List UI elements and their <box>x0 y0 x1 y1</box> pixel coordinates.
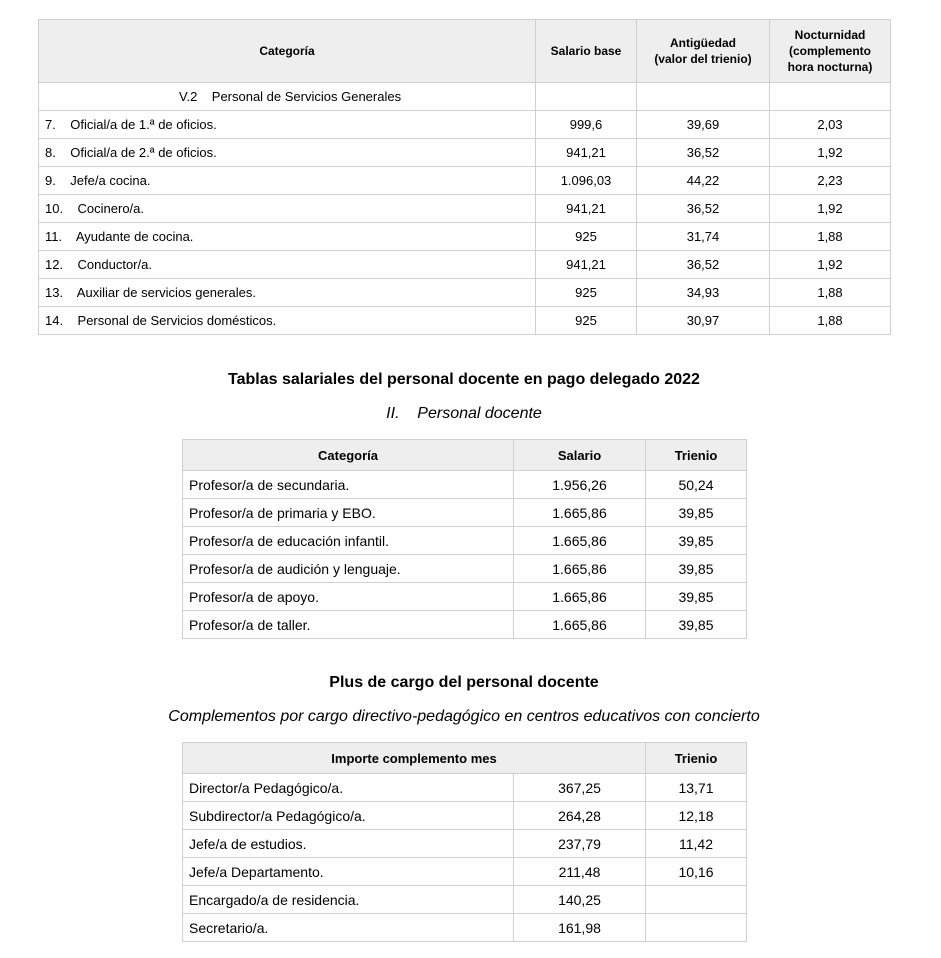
row-trienio: 39,69 <box>637 111 770 139</box>
row-trienio: 36,52 <box>637 251 770 279</box>
row-category: Profesor/a de educación infantil. <box>183 527 514 555</box>
row-nocturnidad: 2,23 <box>770 167 891 195</box>
row-category: 13. Auxiliar de servicios generales. <box>39 279 536 307</box>
table-row <box>183 583 747 611</box>
row-category: 12. Conductor/a. <box>39 251 536 279</box>
row-category: Secretario/a. <box>183 914 514 942</box>
row-trienio <box>646 914 747 942</box>
row-salario-base: 999,6 <box>536 111 637 139</box>
row-trienio: 39,85 <box>646 555 747 583</box>
section-subtitle-docente: II. Personal docente <box>386 405 542 422</box>
row-salario-base: 941,21 <box>536 195 637 223</box>
table-row <box>183 774 747 802</box>
row-nocturnidad: 1,88 <box>770 279 891 307</box>
row-importe: 367,25 <box>514 774 646 802</box>
row-salario: 1.665,86 <box>514 583 646 611</box>
table-row <box>39 195 891 223</box>
row-salario-base: 925 <box>536 279 637 307</box>
table-header-row <box>39 20 891 83</box>
row-category: Profesor/a de primaria y EBO. <box>183 499 514 527</box>
row-trienio: 39,85 <box>646 499 747 527</box>
personal-docente-table <box>182 439 747 639</box>
personal-servicios-table <box>38 19 891 335</box>
row-category: 11. Ayudante de cocina. <box>39 223 536 251</box>
row-category: 14. Personal de Servicios domésticos. <box>39 307 536 335</box>
row-trienio: 36,52 <box>637 139 770 167</box>
table-row <box>183 802 747 830</box>
row-category: 7. Oficial/a de 1.ª de oficios. <box>39 111 536 139</box>
row-category: Profesor/a de audición y lenguaje. <box>183 555 514 583</box>
row-trienio: 34,93 <box>637 279 770 307</box>
row-nocturnidad: 1,88 <box>770 307 891 335</box>
row-trienio: 13,71 <box>646 774 747 802</box>
table-row <box>183 471 747 499</box>
row-category: 8. Oficial/a de 2.ª de oficios. <box>39 139 536 167</box>
row-category: Profesor/a de secundaria. <box>183 471 514 499</box>
section-row <box>39 83 891 111</box>
table-row <box>183 555 747 583</box>
row-trienio: 12,18 <box>646 802 747 830</box>
row-salario: 1.665,86 <box>514 611 646 639</box>
row-importe: 264,28 <box>514 802 646 830</box>
row-salario-base: 925 <box>536 223 637 251</box>
row-category: Director/a Pedagógico/a. <box>183 774 514 802</box>
row-trienio <box>646 886 747 914</box>
table-row <box>39 251 891 279</box>
row-trienio: 31,74 <box>637 223 770 251</box>
row-trienio: 39,85 <box>646 527 747 555</box>
row-nocturnidad: 2,03 <box>770 111 891 139</box>
row-salario-base: 1.096,03 <box>536 167 637 195</box>
row-salario: 1.665,86 <box>514 499 646 527</box>
row-nocturnidad: 1,92 <box>770 139 891 167</box>
row-nocturnidad: 1,92 <box>770 195 891 223</box>
plus-cargo-table <box>182 742 747 942</box>
table-row <box>183 914 747 942</box>
row-salario: 1.665,86 <box>514 527 646 555</box>
header-categoria: Categoría <box>39 20 536 83</box>
row-category: Encargado/a de residencia. <box>183 886 514 914</box>
section-title-plus-cargo: Plus de cargo del personal docente <box>329 674 599 691</box>
row-trienio: 30,97 <box>637 307 770 335</box>
row-category: 10. Cocinero/a. <box>39 195 536 223</box>
table-row <box>183 886 747 914</box>
row-importe: 237,79 <box>514 830 646 858</box>
header-salario: Salario <box>514 440 646 471</box>
table-row <box>183 527 747 555</box>
table-row <box>183 499 747 527</box>
table-row <box>39 167 891 195</box>
row-nocturnidad: 1,88 <box>770 223 891 251</box>
header-categoria: Categoría <box>183 440 514 471</box>
table-row <box>39 111 891 139</box>
row-importe: 161,98 <box>514 914 646 942</box>
table-row <box>39 223 891 251</box>
header-importe: Importe complemento mes <box>183 743 646 774</box>
row-category: 9. Jefe/a cocina. <box>39 167 536 195</box>
row-trienio: 44,22 <box>637 167 770 195</box>
row-trienio: 11,42 <box>646 830 747 858</box>
header-trienio: Trienio <box>646 440 747 471</box>
header-antiguedad: Antigüedad (valor del trienio) <box>637 20 770 83</box>
row-salario-base: 941,21 <box>536 139 637 167</box>
row-nocturnidad: 1,92 <box>770 251 891 279</box>
row-trienio: 10,16 <box>646 858 747 886</box>
row-importe: 211,48 <box>514 858 646 886</box>
row-salario: 1.956,26 <box>514 471 646 499</box>
header-salario-base: Salario base <box>536 20 637 83</box>
table-row <box>183 611 747 639</box>
table-header-row <box>183 743 747 774</box>
header-trienio: Trienio <box>646 743 747 774</box>
table-row <box>183 858 747 886</box>
header-nocturnidad: Nocturnidad (complemento hora nocturna) <box>770 20 891 83</box>
row-category: Jefe/a Departamento. <box>183 858 514 886</box>
row-trienio: 50,24 <box>646 471 747 499</box>
section-title-docente: Tablas salariales del personal docente en pago delegado 2022 <box>228 371 700 388</box>
section-label: V.2 Personal de Servicios Generales <box>39 83 536 111</box>
table-row <box>39 139 891 167</box>
row-category: Subdirector/a Pedagógico/a. <box>183 802 514 830</box>
row-salario-base: 941,21 <box>536 251 637 279</box>
row-category: Profesor/a de apoyo. <box>183 583 514 611</box>
row-trienio: 36,52 <box>637 195 770 223</box>
row-category: Jefe/a de estudios. <box>183 830 514 858</box>
table-row <box>39 307 891 335</box>
table-row <box>183 830 747 858</box>
table-row <box>39 279 891 307</box>
row-category: Profesor/a de taller. <box>183 611 514 639</box>
row-importe: 140,25 <box>514 886 646 914</box>
table-header-row <box>183 440 747 471</box>
row-salario-base: 925 <box>536 307 637 335</box>
section-subtitle-plus-cargo: Complementos por cargo directivo-pedagógico en centros educativos con concierto <box>168 708 760 725</box>
row-salario: 1.665,86 <box>514 555 646 583</box>
row-trienio: 39,85 <box>646 583 747 611</box>
row-trienio: 39,85 <box>646 611 747 639</box>
